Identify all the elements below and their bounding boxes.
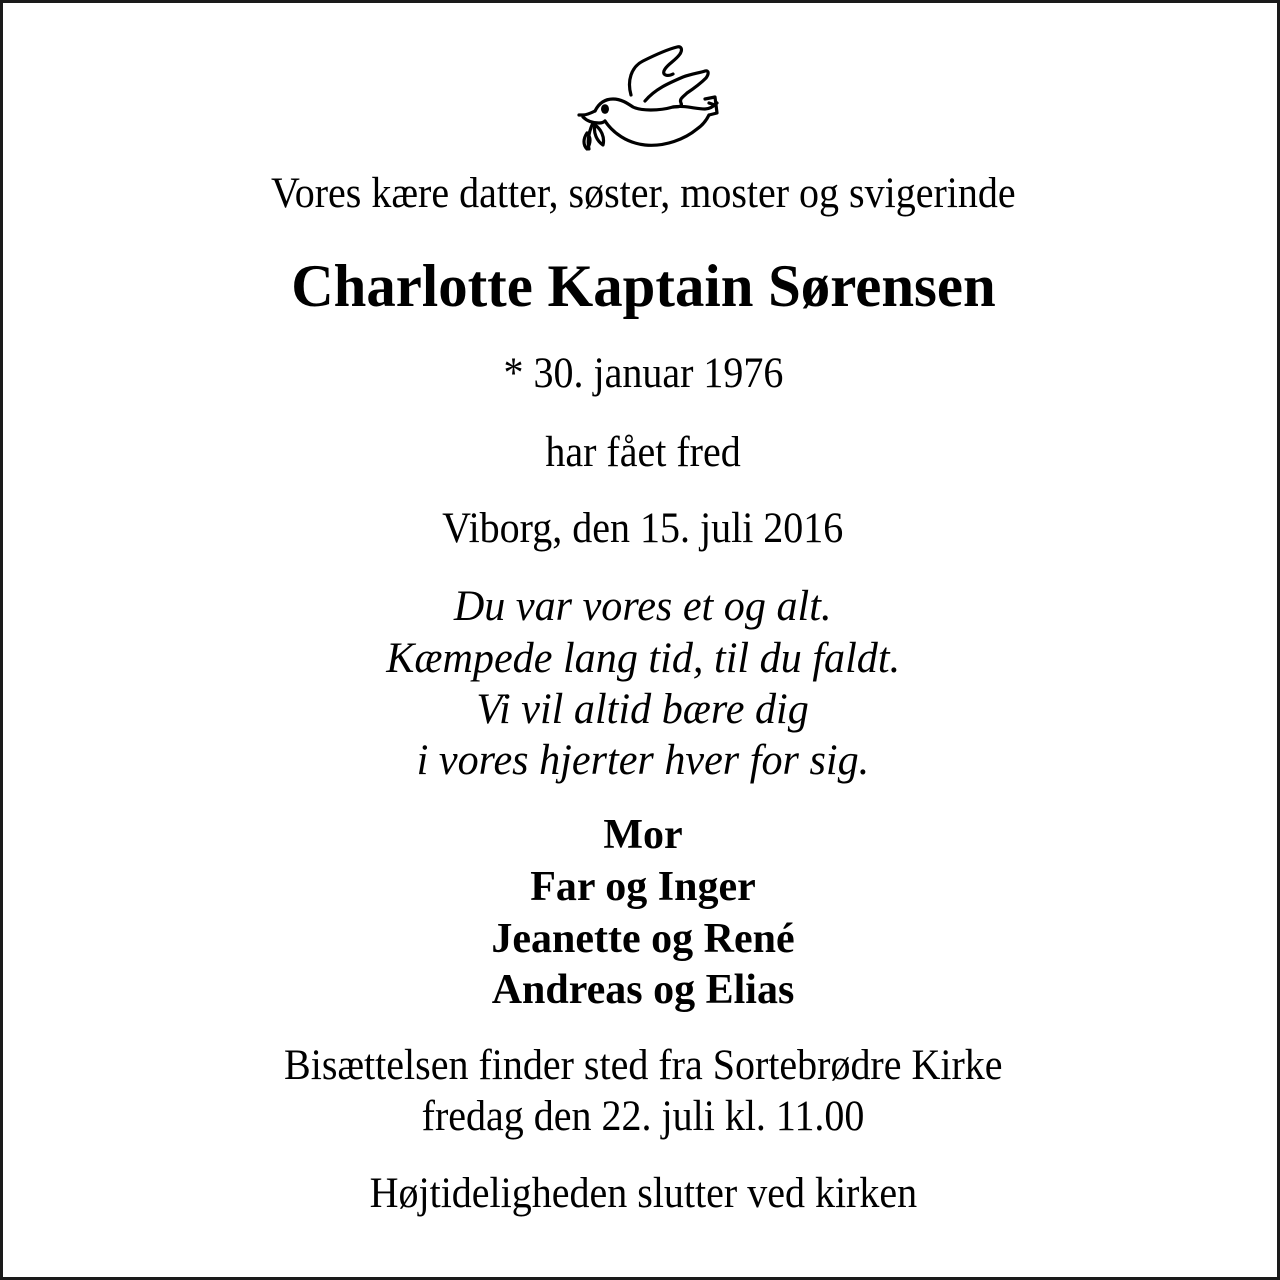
poem-line: Du var vores et og alt. [454, 583, 832, 630]
deceased-name: Charlotte Kaptain Sørensen [290, 253, 996, 319]
passing-status: har fået fred [545, 429, 741, 476]
family-member-line: Mor [603, 812, 683, 858]
family-member-line: Andreas og Elias [491, 967, 795, 1013]
funeral-info-line: Bisættelsen finder sted fra Sortebrødre Kirke [283, 1042, 1003, 1089]
intro-line: Vores kære datter, søster, moster og svigerinde [270, 170, 1016, 217]
poem-line: i vores hjerter hver for sig. [416, 737, 870, 784]
poem-line: Vi vil altid bære dig [476, 686, 810, 733]
dove-icon [569, 37, 719, 151]
closing-note: Højtideligheden slutter ved kirken [369, 1170, 917, 1217]
funeral-info-line: fredag den 22. juli kl. 11.00 [421, 1093, 865, 1140]
birth-date: * 30. januar 1976 [503, 350, 783, 397]
family-member-line: Jeanette og René [491, 916, 795, 962]
place-and-date: Viborg, den 15. juli 2016 [442, 505, 844, 552]
family-member-line: Far og Inger [530, 864, 756, 910]
poem-line: Kæmpede lang tid, til du faldt. [386, 635, 900, 682]
